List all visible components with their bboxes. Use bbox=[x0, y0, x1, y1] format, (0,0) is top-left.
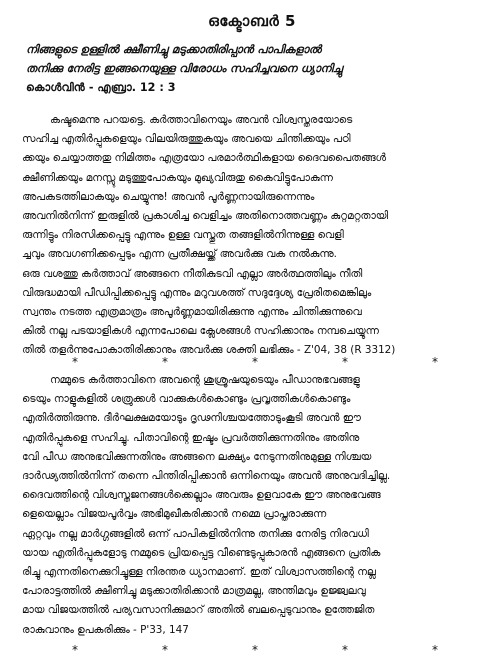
star: * bbox=[252, 355, 258, 369]
star: * bbox=[162, 355, 168, 369]
paragraph-2 bbox=[22, 371, 488, 640]
text-line: സഹിച്ച എതിർപ്പുകളെയും വിലയിരുത്തുകയും അവയെ ചിന്തിക്കയും പഠി bbox=[22, 133, 351, 146]
text-line: യായ എതിർപ്പുകളോടു നമ്മുടെ പ്രിയപ്പെട്ട വീണ്ടെടുപ്പുകാരൻ എങ്ങനെ പ്രതിക bbox=[22, 546, 381, 559]
verse-line: തനിക്കു നേരിട്ട ഇങ്ങനെയുള്ള വിരോധം സഹിച്ചവനെ ധ്യാനിച്ചു bbox=[26, 62, 343, 75]
text-line: ദാർഢ്യത്തിൽനിന്ന് തന്നെ പിന്തിരിപ്പിക്കാൻ ഒന്നിനെയും അവൻ അനുവദിച്ചില്ല. bbox=[22, 470, 391, 483]
text-line: രാകുവാനും ഉപകരിക്കും - P'33, 147 bbox=[22, 623, 189, 636]
text-line: ളെയെല്ലാം വിജയപൂർവ്വം അഭിമുഖീകരിക്കാൻ നമ്മെ പ്രാപ്തരാക്കുന്ന bbox=[22, 508, 327, 521]
text-line: ഒരു വശത്തു കർത്താവ് അങ്ങനെ നീതികുടവി എല്ലാ അർത്ഥത്തിലും നീതി bbox=[22, 267, 363, 280]
text-line: അപകടത്തിലാകയും ചെയ്യുന്നു! അവൻ പൂർണ്ണനായിരുന്നെന്നും bbox=[22, 190, 315, 203]
text-line: ദൈവത്തിന്റെ വിശ്വസ്തജനങ്ങൾക്കെല്ലാം അവരും ഉളവാകേ ഈ അനുഭവങ്ങ bbox=[22, 489, 381, 502]
text-line: ഏറ്റവും നല്ല മാർഗ്ഗങ്ങളിൽ ഒന്ന് പാപികളിൽനിന്നു തനിക്കു നേരിട്ട നിരവധി bbox=[22, 527, 369, 540]
text-line: വിരുദ്ധമായി പീഡിപ്പിക്കപ്പെട്ടു എന്നും മറുവശത്ത് സദുദ്ദേശ്യ പ്രേരിതമെങ്കിലും bbox=[22, 286, 372, 299]
text-line: രുന്നിട്ടും നിരസിക്കപ്പെട്ടു എന്നും ഉള്ള വസ്തുത തങ്ങളിൽനിന്നുള്ള വെളി bbox=[22, 229, 344, 242]
separator-stars bbox=[30, 644, 480, 656]
text-line: കിൽ നല്ല പടയാളികൾ എന്നപോലെ ക്ലേശങ്ങൾ സഹിക്കാനും നമ്പചെയ്യുന്ന bbox=[22, 325, 379, 338]
verse-reference: കൊൾവിൻ - എബ്രാ. 12 : 3 bbox=[26, 81, 176, 94]
text-line: സ്വന്തം നടത്ത എത്രമാത്രം അപൂർണ്ണമായിരിക്കുന്നു എന്നും ചിന്തിക്കുന്നുവെ bbox=[22, 306, 362, 319]
star: * bbox=[72, 355, 78, 369]
text-line: ടെയും നാളുകളിൽ ശത്രുക്കൾ വാക്കുകൾകൊണ്ടും പ്രവൃത്തികൾകൊണ്ടും bbox=[22, 393, 351, 406]
verse-line: നിങ്ങളുടെ ഉള്ളിൽ ക്ഷീണിച്ചു മടുക്കാതിരിപ്പാൻ പാപികളാൽ bbox=[26, 43, 322, 56]
star: * bbox=[432, 355, 438, 369]
text-line: എതിർപ്പുകളെ സഹിച്ചു. പിതാവിന്റെ ഇഷ്ടം പ്രവർത്തിക്കുന്നതിനും അതിനു bbox=[22, 431, 360, 444]
separator-stars bbox=[30, 356, 480, 368]
star: * bbox=[162, 643, 168, 657]
text-line: മായ വിജയത്തിൽ പര്യവസാനിക്കുമാറ് അതിൽ ബലപ്പെടുവാനും ഉത്തേജിത bbox=[22, 604, 375, 617]
text-line: കഷ്ടമെന്നു പറയട്ടെ. കർത്താവിനെയും അവൻ വിശ്വസ്തരയോടെ bbox=[50, 114, 353, 126]
text-line: ച്ചവും അവഗണിക്കപ്പെടും എന്ന പ്രതീക്ഷയ്ക്ക് അവർക്കു വക നൽകുന്നു. bbox=[22, 248, 337, 261]
star: * bbox=[72, 643, 78, 657]
paragraph-1 bbox=[22, 111, 488, 361]
text-line: വേി പീഡ അനുഭവിക്കുന്നതിനും അങ്ങനെ ലക്ഷ്യം നേടുന്നതിനുമുള്ള നിശ്ചയ bbox=[22, 450, 372, 463]
text-line: ക്കയും ചെയ്യാത്തതു നിമിത്തം എത്രയോ പരമാർത്ഥികളായ ദൈവപൈതങ്ങൾ bbox=[22, 152, 386, 165]
scripture-verse bbox=[26, 40, 488, 97]
text-line: തിൽ തളർന്നുപോകാതിരിക്കാനും അവർക്കു ശക്തി ലഭിക്കും - Z'04, 38 (R 3312) bbox=[22, 344, 396, 357]
text-line: പോരാട്ടത്തിൽ ക്ഷീണിച്ചു മടുക്കാതിരിക്കാൻ മാത്രമല്ല, അന്തിമവും ഉജ്ജ്വലവു bbox=[22, 585, 366, 598]
star: * bbox=[342, 643, 348, 657]
text-line: ക്ഷീണിക്കയും മനസ്സു മടുത്തുപോകയും മുഖ്യവിരുതു കൈവിട്ടുപോകുന്ന bbox=[22, 171, 333, 184]
star: * bbox=[432, 643, 438, 657]
star: * bbox=[252, 643, 258, 657]
text-line: രിച്ചു എന്നതിനെക്കുറിച്ചുള്ള നിരന്തര ധ്യാനമാണ്. ഇത് വിശ്വാസത്തിന്റെ നല്ല bbox=[22, 566, 376, 579]
text-line: അവനിൽനിന്ന് ഇരുളിൽ പ്രകാശിച്ച വെളിച്ചം അതിനൊത്തവണ്ണം കുറ്റമറ്റതായി bbox=[22, 210, 389, 223]
page-title: ഒക്ടോബർ 5 bbox=[208, 12, 296, 30]
text-line: നമ്മുടെ കർത്താവിനെ അവന്റെ ശുശ്രൂഷയുടെയും പീഡാനുഭവങ്ങളു bbox=[50, 374, 360, 386]
star: * bbox=[342, 355, 348, 369]
text-line: എതിർത്തിരുന്നു. ദീർഘക്ഷമയോടും ദൃഢനിശ്ചയത്തോടുംകൂടി അവൻ ഈ bbox=[22, 412, 361, 425]
